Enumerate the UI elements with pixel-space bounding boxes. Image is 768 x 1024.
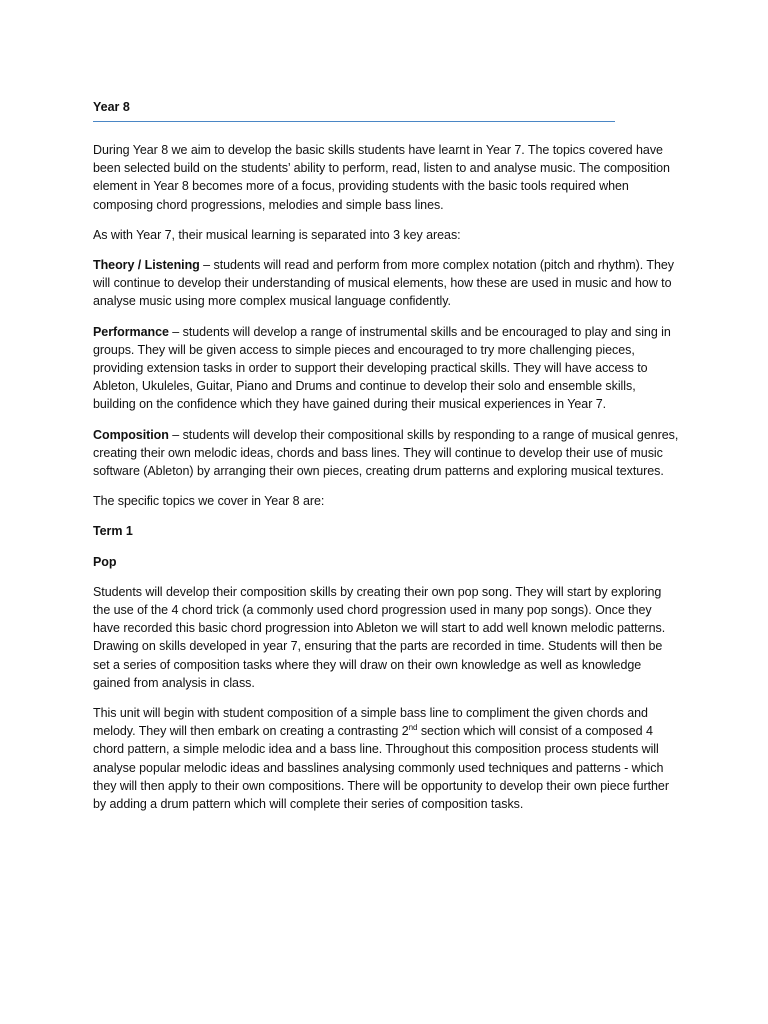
performance-label: Performance — [93, 324, 169, 339]
theory-listening-paragraph — [93, 256, 679, 311]
theory-listening-label: Theory / Listening — [93, 258, 200, 273]
pop-paragraph-1: Students will develop their composition skills by creating their own pop song. They will start by exploring the use of the 4 chord trick (a commonly used chord progression used in many pop songs). Once they have recorded this basic chord progression into Ableton we will start to add well known melodic patterns. Drawing on skills developed in year 7, ensuring that the parts are recorded in time. Students will then be set a series of composition tasks where they will draw on their own knowledge as well as knowledge gained from analysis in class. — [93, 584, 666, 690]
intro-paragraph: During Year 8 we aim to develop the basic skills students have learnt in Year 7. The topics covered have been selected build on the students’ ability to perform, read, listen to and analyse music. The composition element in Year 8 becomes more of a focus, providing students with the basic tools required when composing chord progressions, melodies and simple bass lines. — [93, 143, 670, 212]
composition-text: – students will develop their compositional skills by responding to a range of musical genres, creating their own melodic ideas, chords and bass lines. They will continue to develop their use of music software (Ableton) by arranging their own pieces, creating drum patterns and exploring musical textures. — [93, 427, 679, 479]
topics-intro-paragraph: The specific topics we cover in Year 8 are: — [93, 494, 325, 509]
ordinal-superscript: nd — [408, 723, 418, 733]
title-underline — [93, 121, 615, 122]
pop-paragraph-2 — [93, 704, 679, 813]
topic-heading: Pop — [93, 554, 117, 569]
pop-paragraph-2-start: This unit will begin with student composition of a simple bass line to compliment the given chords and melody. They will then embark on creating a contrasting 2 — [93, 706, 648, 739]
composition-label: Composition — [93, 427, 169, 442]
document-body — [93, 97, 679, 825]
pop-paragraph-2-end: section which will consist of a composed 4 chord pattern, a simple melodic idea and a bass line. Throughout this composition process students will analyse popular melodic ideas and basslines analysing commonly used techniques and patterns - which they will then apply to their own compositions. There will be opportunity to develop their own piece further by adding a drum pattern which will complete their series of composition tasks. — [93, 724, 669, 812]
term-heading: Term 1 — [93, 524, 133, 539]
theory-listening-text: – students will read and perform from more complex notation (pitch and rhythm). They will continue to develop their understanding of musical elements, how these are used in music and how to analyse music using more complex musical language confidently. — [93, 258, 674, 309]
composition-paragraph — [93, 426, 679, 481]
performance-paragraph — [93, 323, 679, 414]
performance-text: – students will develop a range of instrumental skills and be encouraged to play and sing in groups. They will be given access to simple pieces and encouraged to try more challenging pieces, providing extension tasks in order to support their developing practical skills. They will have access to Ableton, Ukuleles, Guitar, Piano and Drums and continue to develop their solo and ensemble skills, building on the confidence which they have gained during their musical experiences in Year 7. — [93, 324, 671, 412]
areas-intro-paragraph: As with Year 7, their musical learning is separated into 3 key areas: — [93, 227, 461, 242]
page-title: Year 8 — [93, 100, 130, 114]
